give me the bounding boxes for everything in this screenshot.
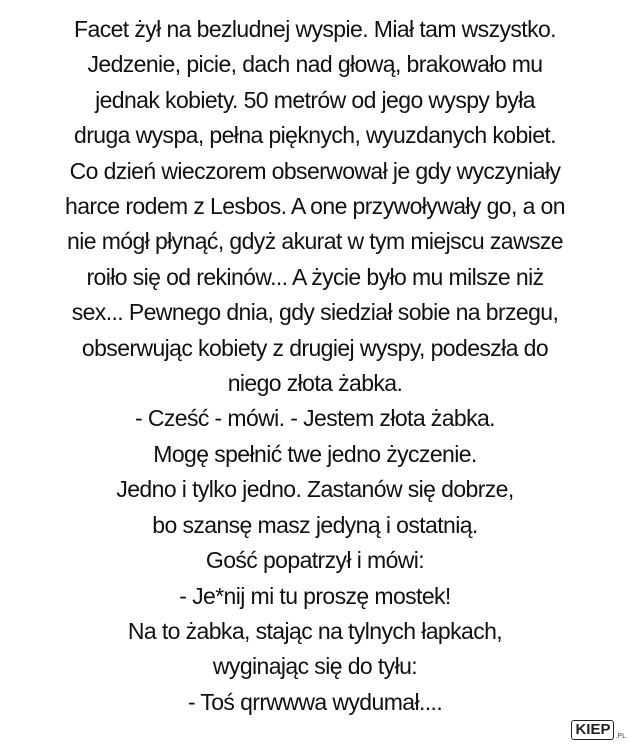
story-line: bo szansę masz jedyną i ostatnią. <box>152 511 478 538</box>
story-line: obserwując kobiety z drugiej wyspy, podeszła do <box>81 334 549 361</box>
story-line: Gość popatrzył i mówi: <box>205 547 425 574</box>
story-line: - Toś qrrwwwa wydumał.... <box>187 688 443 715</box>
story-line: Mogę spełnić twe jedno życzenie. <box>153 440 477 467</box>
story-line: nie mógł płynąć, gdyż akurat w tym miejscu zawsze <box>67 228 563 255</box>
logo-suffix: .PL <box>615 733 626 740</box>
story-line: jednak kobiety. 50 metrów od jego wyspy była <box>95 86 535 113</box>
story-line: - Cześć - mówi. - Jestem złota żabka. <box>135 405 495 432</box>
story-line: druga wyspa, pełna pięknych, wyuzdanych kobiet. <box>74 122 556 149</box>
story-line: harce rodem z Lesbos. A one przywoływały go, a on <box>65 193 565 220</box>
story-line: - Je*nij mi tu proszę mostek! <box>179 582 451 609</box>
kiep-logo <box>571 720 626 740</box>
logo-text: KIEP <box>571 720 614 740</box>
story-line: Jedno i tylko jedno. Zastanów się dobrze, <box>116 476 514 503</box>
story-line: Co dzień wieczorem obserwował je gdy wyczyniały <box>69 157 561 184</box>
story-line: niego złota żabka. <box>227 370 403 397</box>
story-text <box>0 12 630 720</box>
story-line: roiło się od rekinów... A życie było mu milsze niż <box>86 263 544 290</box>
story-line: sex... Pewnego dnia, gdy siedział sobie na brzegu, <box>71 299 559 326</box>
story-line: Na to żabka, stając na tylnych łapkach, <box>127 617 503 644</box>
story-line: Facet żył na bezludnej wyspie. Miał tam wszystko. <box>74 16 556 42</box>
story-line: Jedzenie, picie, dach nad głową, brakowało mu <box>87 51 543 78</box>
story-line: wyginając się do tyłu: <box>212 653 418 680</box>
